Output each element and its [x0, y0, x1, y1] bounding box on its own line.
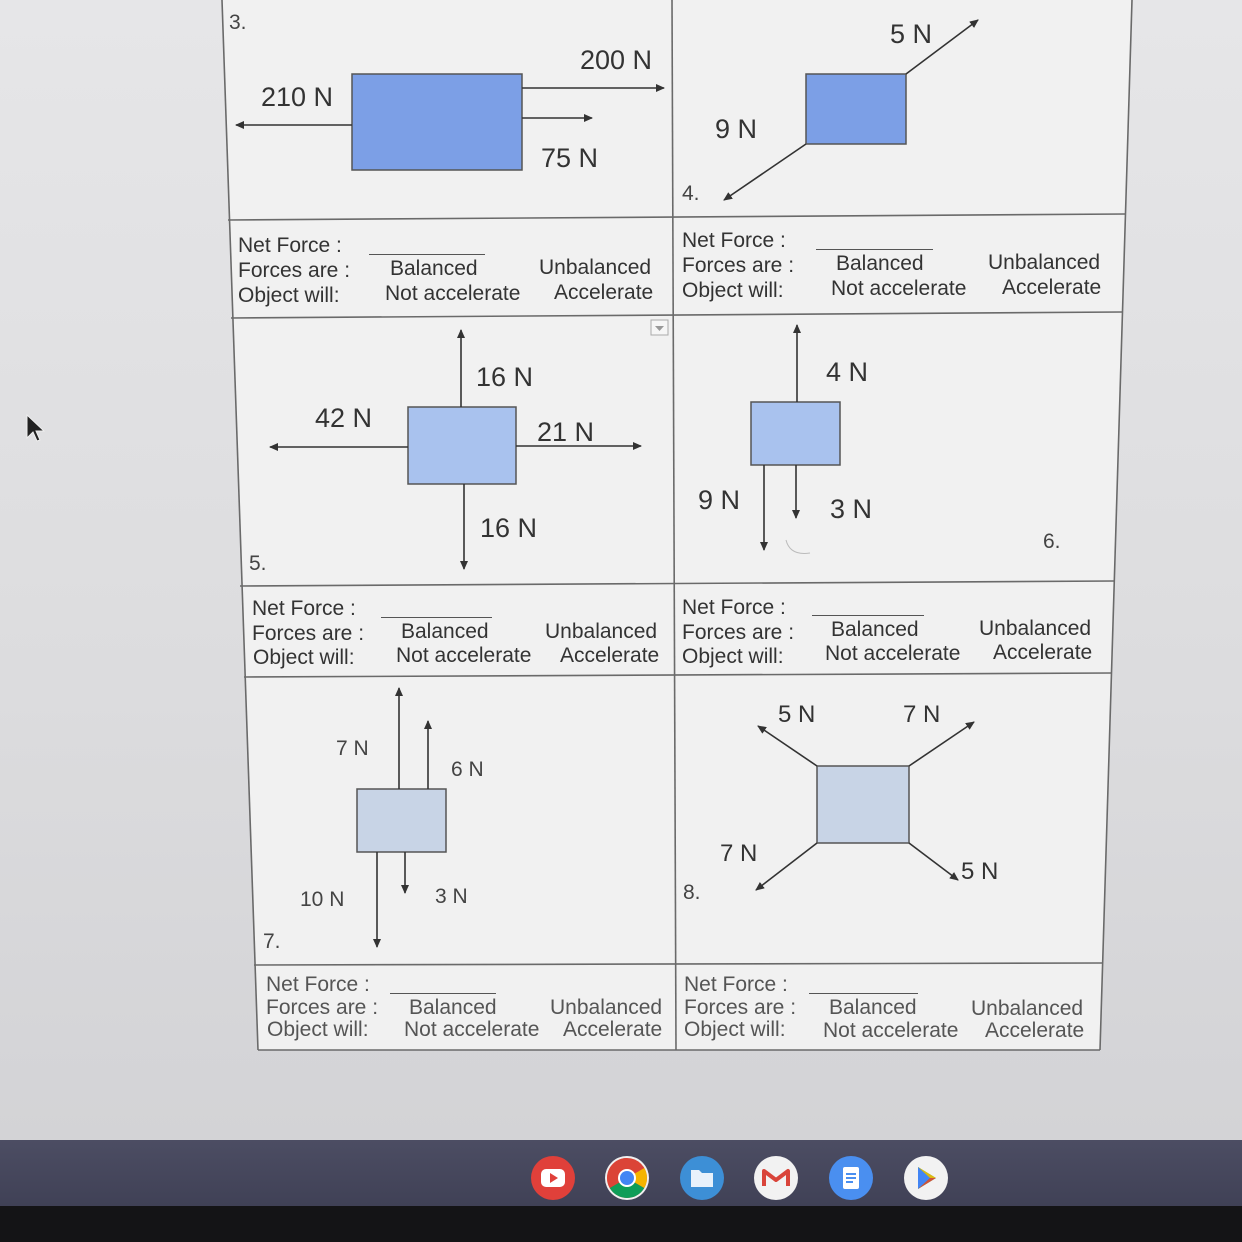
- option-accelerate[interactable]: Accelerate: [1002, 276, 1102, 299]
- object-box-8: [817, 766, 909, 843]
- option-balanced[interactable]: Balanced: [836, 252, 924, 275]
- force-label-3n: 3 N: [435, 885, 468, 908]
- force-label-200n: 200 N: [580, 45, 653, 75]
- force-label-5n-upleft: 5 N: [778, 701, 816, 728]
- screen-bezel: [0, 1206, 1242, 1242]
- net-force-answer-blank[interactable]: [816, 249, 933, 250]
- net-force-label: Net Force :: [238, 234, 342, 257]
- option-balanced[interactable]: Balanced: [829, 996, 917, 1019]
- option-balanced[interactable]: Balanced: [401, 620, 489, 643]
- option-unbalanced[interactable]: Unbalanced: [539, 256, 652, 279]
- forces-label: Forces are :: [682, 621, 795, 644]
- object-box-3: [352, 74, 522, 170]
- object-box-6: [751, 402, 840, 465]
- docs-icon[interactable]: [829, 1156, 873, 1200]
- net-force-answer-blank[interactable]: [381, 617, 492, 618]
- force-label-21n: 21 N: [537, 417, 595, 447]
- net-force-answer-blank[interactable]: [390, 993, 496, 994]
- net-force-label: Net Force :: [266, 973, 370, 996]
- forces-label: Forces are :: [266, 996, 379, 1019]
- object-box-7: [357, 789, 446, 852]
- option-not-accelerate[interactable]: Not accelerate: [396, 644, 532, 667]
- force-label-10n: 10 N: [300, 888, 345, 911]
- force-label-7n-upright: 7 N: [903, 701, 941, 728]
- force-label-210n: 210 N: [261, 82, 334, 112]
- net-force-answer-blank[interactable]: [369, 254, 485, 255]
- force-label-3n: 3 N: [830, 494, 873, 524]
- option-not-accelerate[interactable]: Not accelerate: [831, 277, 967, 300]
- force-label-42n: 42 N: [315, 403, 373, 433]
- forces-label: Forces are :: [252, 622, 365, 645]
- force-label-6n: 6 N: [451, 758, 484, 781]
- problem-number-8: 8.: [683, 881, 701, 904]
- option-accelerate[interactable]: Accelerate: [993, 641, 1093, 664]
- force-label-5n-downright: 5 N: [961, 858, 999, 885]
- object-box-5: [408, 407, 516, 484]
- option-not-accelerate[interactable]: Not accelerate: [385, 282, 521, 305]
- option-not-accelerate[interactable]: Not accelerate: [823, 1019, 959, 1042]
- option-not-accelerate[interactable]: Not accelerate: [404, 1018, 540, 1041]
- problem-number-4: 4.: [682, 182, 700, 205]
- force-label-7n: 7 N: [336, 737, 369, 760]
- option-balanced[interactable]: Balanced: [409, 996, 497, 1019]
- option-accelerate[interactable]: Accelerate: [560, 644, 660, 667]
- mouse-cursor-icon: [26, 414, 46, 444]
- object-label: Object will:: [267, 1018, 369, 1041]
- gmail-icon[interactable]: [754, 1156, 798, 1200]
- play-store-icon[interactable]: [904, 1156, 948, 1200]
- force-label-75n: 75 N: [541, 143, 599, 173]
- forces-label: Forces are :: [682, 254, 795, 277]
- object-label: Object will:: [253, 646, 355, 669]
- problem-number-7: 7.: [263, 930, 281, 953]
- net-force-label: Net Force :: [684, 973, 788, 996]
- option-accelerate[interactable]: Accelerate: [985, 1019, 1085, 1042]
- youtube-icon[interactable]: [531, 1156, 575, 1200]
- option-unbalanced[interactable]: Unbalanced: [988, 251, 1101, 274]
- option-unbalanced[interactable]: Unbalanced: [979, 617, 1092, 640]
- problem-number-5: 5.: [249, 552, 267, 575]
- force-label-9n: 9 N: [715, 114, 758, 144]
- chrome-icon[interactable]: [605, 1156, 649, 1200]
- net-force-label: Net Force :: [682, 596, 786, 619]
- force-label-16n-down: 16 N: [480, 513, 538, 543]
- net-force-label: Net Force :: [682, 229, 786, 252]
- option-balanced[interactable]: Balanced: [390, 257, 478, 280]
- option-balanced[interactable]: Balanced: [831, 618, 919, 641]
- force-label-4n: 4 N: [826, 357, 869, 387]
- option-unbalanced[interactable]: Unbalanced: [550, 996, 663, 1019]
- object-label: Object will:: [682, 279, 784, 302]
- object-label: Object will:: [682, 645, 784, 668]
- option-accelerate[interactable]: Accelerate: [563, 1018, 663, 1041]
- files-icon[interactable]: [680, 1156, 724, 1200]
- net-force-answer-blank[interactable]: [809, 993, 918, 994]
- net-force-answer-blank[interactable]: [812, 615, 924, 616]
- net-force-label: Net Force :: [252, 597, 356, 620]
- problem-number-3: 3.: [229, 11, 247, 34]
- object-label: Object will:: [684, 1018, 786, 1041]
- option-unbalanced[interactable]: Unbalanced: [971, 997, 1084, 1020]
- problem-number-6: 6.: [1043, 530, 1061, 553]
- forces-label: Forces are :: [238, 259, 351, 282]
- option-accelerate[interactable]: Accelerate: [554, 281, 654, 304]
- object-label: Object will:: [238, 284, 340, 307]
- force-label-9n: 9 N: [698, 485, 741, 515]
- force-label-16n-up: 16 N: [476, 362, 534, 392]
- force-label-7n-downleft: 7 N: [720, 840, 758, 867]
- force-label-5n: 5 N: [890, 19, 933, 49]
- forces-label: Forces are :: [684, 996, 797, 1019]
- object-box-4: [806, 74, 906, 144]
- option-not-accelerate[interactable]: Not accelerate: [825, 642, 961, 665]
- option-unbalanced[interactable]: Unbalanced: [545, 620, 658, 643]
